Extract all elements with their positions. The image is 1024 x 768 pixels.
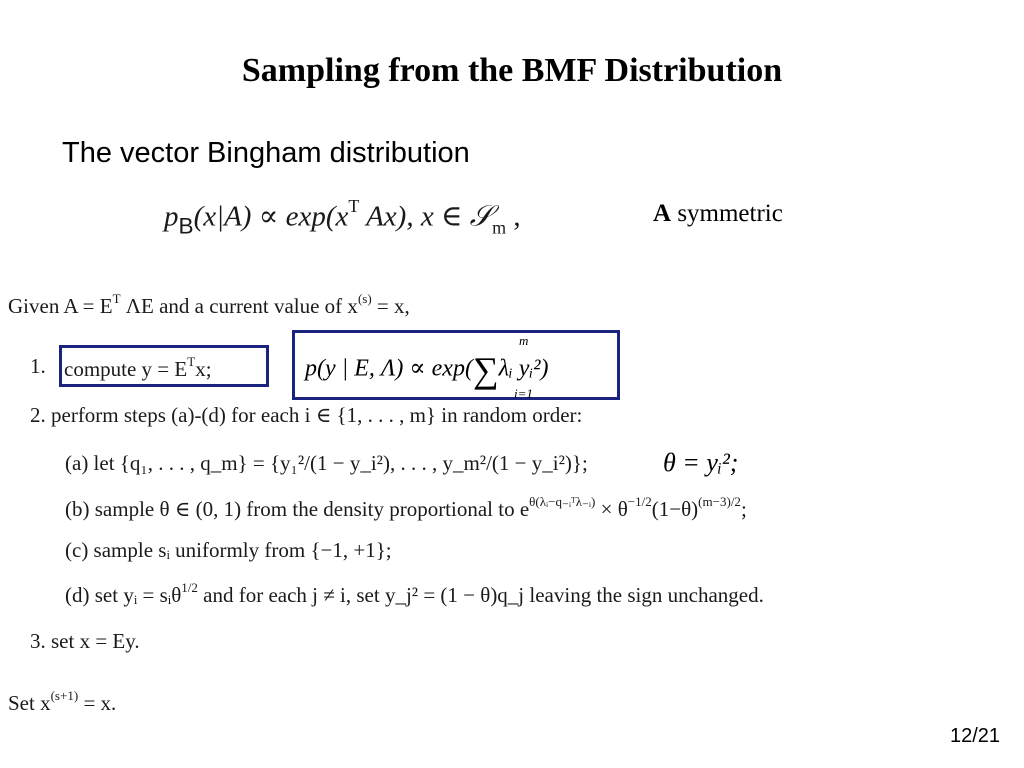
step1-text-end: x;: [195, 356, 212, 381]
step2-text: 2. perform steps (a)-(d) for each i ∈ {1, . . . , m} in random order:: [30, 403, 583, 427]
step-b-exponent3: (m−3)/2: [698, 494, 741, 509]
given-mid: ΛE and a current value of x: [120, 293, 358, 318]
symmetric-note: [653, 200, 783, 228]
formula-rhs: Ax), x ∈ 𝒮: [359, 200, 493, 233]
step-d-text: [65, 580, 764, 608]
step-b-exponent2: −1/2: [627, 494, 652, 509]
boxed-lhs: p(y | E, Λ) ∝ exp(: [305, 355, 473, 382]
given-sup-t: T: [112, 291, 121, 306]
final-assignment: [8, 688, 116, 716]
step1-text: [64, 354, 212, 382]
step-b-end: ;: [740, 496, 747, 521]
formula-p: p: [164, 200, 179, 233]
step-d-exponent: 1/2: [181, 580, 198, 595]
formula-sub-m: m: [492, 217, 507, 238]
formula-tail: ,: [506, 200, 521, 233]
given-sup-s: (s): [357, 291, 372, 306]
symmetric-bold-a: A: [653, 200, 672, 227]
symmetric-text: symmetric: [671, 200, 783, 227]
step-b-mid: × θ: [595, 496, 628, 521]
slide-subtitle: The vector Bingham distribution: [62, 137, 470, 169]
slide-title: Sampling from the BMF Distribution: [241, 52, 783, 89]
formula-sub-b: B: [178, 213, 194, 239]
sum-symbol: ∑: [472, 350, 499, 390]
step1-number: 1.: [30, 354, 46, 378]
step-b-mid2: (1−θ): [651, 496, 699, 521]
conditional-density-formula: [305, 349, 548, 391]
final-end: = x.: [78, 690, 117, 715]
formula-lhs: (x|A) ∝ exp(x: [193, 200, 349, 233]
page-number: 12/21: [950, 725, 1001, 747]
given-end: = x,: [371, 293, 410, 318]
step-b-start: (b) sample θ ∈ (0, 1) from the density proportional to e: [65, 496, 530, 521]
algorithm-given: [8, 291, 410, 319]
sum-upper-limit: m: [519, 333, 529, 348]
step-a-text: (a) let {q₁, . . . , q_m} = {y₁²/(1 − y_i²), . . . , y_m²/(1 − y_i²)};: [65, 451, 588, 475]
step1-text-start: compute y = E: [64, 356, 188, 381]
step-b-exponent: θ(λᵢ−q₋ᵢᵀλ₋ᵢ): [529, 494, 596, 509]
final-sup: (s+1): [50, 688, 79, 703]
step-d-end: and for each j ≠ i, set y_j² = (1 − θ)q_j leaving the sign unchanged.: [197, 582, 764, 607]
step-b-text: [65, 494, 747, 522]
final-start: Set x: [8, 690, 51, 715]
bingham-density-formula: [164, 196, 521, 239]
sum-lower-limit: i=1: [514, 386, 533, 401]
step-c-text: (c) sample sᵢ uniformly from {−1, +1};: [65, 538, 392, 562]
step-d-start: (d) set yᵢ = sᵢθ: [65, 582, 182, 607]
step3-text: 3. set x = Ey.: [30, 629, 140, 653]
boxed-body: λᵢ yᵢ²): [498, 355, 549, 382]
theta-equation: θ = yᵢ²;: [663, 448, 739, 477]
given-start: Given A = E: [8, 293, 113, 318]
formula-sup-t: T: [348, 196, 360, 216]
step1-sup-t: T: [187, 354, 196, 369]
